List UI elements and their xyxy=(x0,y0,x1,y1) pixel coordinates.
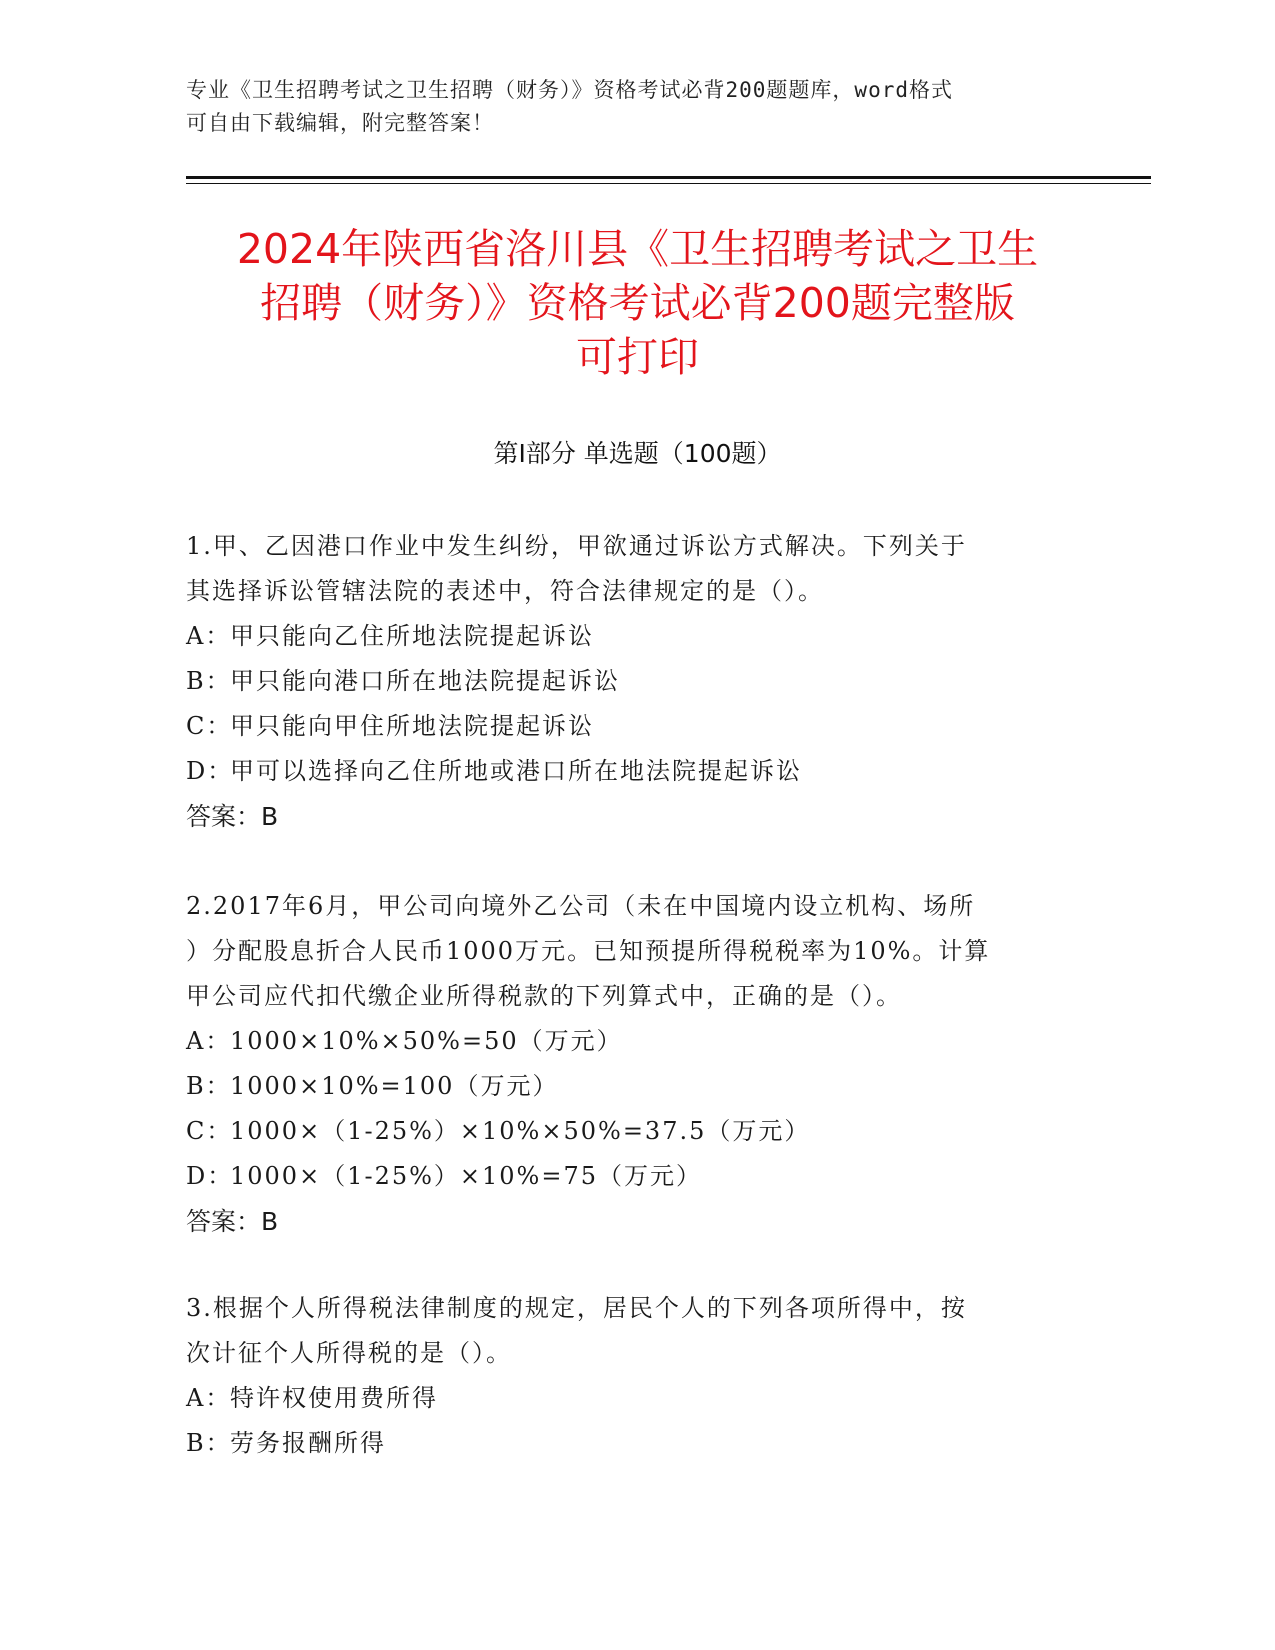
option-text: 1000×10%=100（万元） xyxy=(230,1072,559,1100)
question-1 xyxy=(186,524,1066,839)
option-b xyxy=(186,659,1066,704)
answer: 答案：B xyxy=(186,1207,279,1236)
option-c xyxy=(186,1109,1066,1154)
option-text: 特许权使用费所得 xyxy=(230,1384,438,1412)
document-title xyxy=(150,222,1125,384)
stem-line: 2.2017年6月，甲公司向境外乙公司（未在中国境内设立机构、场所 xyxy=(186,892,976,920)
option-a xyxy=(186,614,1066,659)
header-note xyxy=(186,74,1086,140)
option-key: B： xyxy=(186,667,232,695)
stem-line: 3.根据个人所得税法律制度的规定，居民个人的下列各项所得中，按 xyxy=(186,1294,967,1322)
stem-line: ）分配股息折合人民币1000万元。已知预提所得税税率为10%。计算 xyxy=(186,937,991,965)
question-3 xyxy=(186,1286,1066,1466)
question-stem xyxy=(186,524,1066,614)
option-b xyxy=(186,1064,1066,1109)
option-text: 甲只能向乙住所地法院提起诉讼 xyxy=(230,622,594,650)
question-2 xyxy=(186,884,1066,1244)
stem-line: 1.甲、乙因港口作业中发生纠纷，甲欲通过诉讼方式解决。下列关于 xyxy=(186,532,967,560)
option-a xyxy=(186,1376,1066,1421)
option-d xyxy=(186,1154,1066,1199)
stem-line: 其选择诉讼管辖法院的表述中，符合法律规定的是（）。 xyxy=(186,577,824,605)
title-line: 2024年陕西省洛川县《卫生招聘考试之卫生 xyxy=(236,225,1039,273)
option-key: B： xyxy=(186,1072,232,1100)
option-text: 1000×（1-25%）×10%=75（万元） xyxy=(230,1162,703,1190)
option-key: D： xyxy=(186,1162,234,1190)
option-b xyxy=(186,1421,1066,1466)
header-rule-thick xyxy=(186,176,1151,179)
option-key: C： xyxy=(186,1117,233,1145)
title-line: 招聘（财务）》资格考试必背200题完整版 xyxy=(260,279,1015,327)
stem-line: 次计征个人所得税的是（）。 xyxy=(186,1339,512,1367)
option-key: B： xyxy=(186,1429,232,1457)
option-a xyxy=(186,1019,1066,1064)
answer: 答案：B xyxy=(186,802,279,831)
stem-line: 甲公司应代扣代缴企业所得税款的下列算式中，正确的是（）。 xyxy=(186,982,902,1010)
option-key: C： xyxy=(186,712,233,740)
header-rule-thin xyxy=(186,183,1151,184)
option-text: 甲只能向港口所在地法院提起诉讼 xyxy=(230,667,620,695)
option-text: 1000×10%×50%=50（万元） xyxy=(230,1027,623,1055)
option-text: 劳务报酬所得 xyxy=(230,1429,386,1457)
option-c xyxy=(186,704,1066,749)
option-key: A： xyxy=(186,1384,232,1412)
option-key: A： xyxy=(186,622,232,650)
option-text: 1000×（1-25%）×10%×50%=37.5（万元） xyxy=(230,1117,811,1145)
option-text: 甲只能向甲住所地法院提起诉讼 xyxy=(230,712,594,740)
section-heading: 第Ⅰ部分 单选题（100题） xyxy=(493,439,782,468)
header-note-line: 可自由下载编辑，附完整答案！ xyxy=(186,111,494,135)
option-key: D： xyxy=(186,757,234,785)
option-d xyxy=(186,749,1066,794)
title-line: 可打印 xyxy=(576,333,699,381)
option-key: A： xyxy=(186,1027,232,1055)
question-stem xyxy=(186,884,1066,1019)
question-stem xyxy=(186,1286,1066,1376)
header-note-line: 专业《卫生招聘考试之卫生招聘（财务）》资格考试必背200题题库，word格式 xyxy=(186,78,953,102)
option-text: 甲可以选择向乙住所地或港口所在地法院提起诉讼 xyxy=(230,757,802,785)
